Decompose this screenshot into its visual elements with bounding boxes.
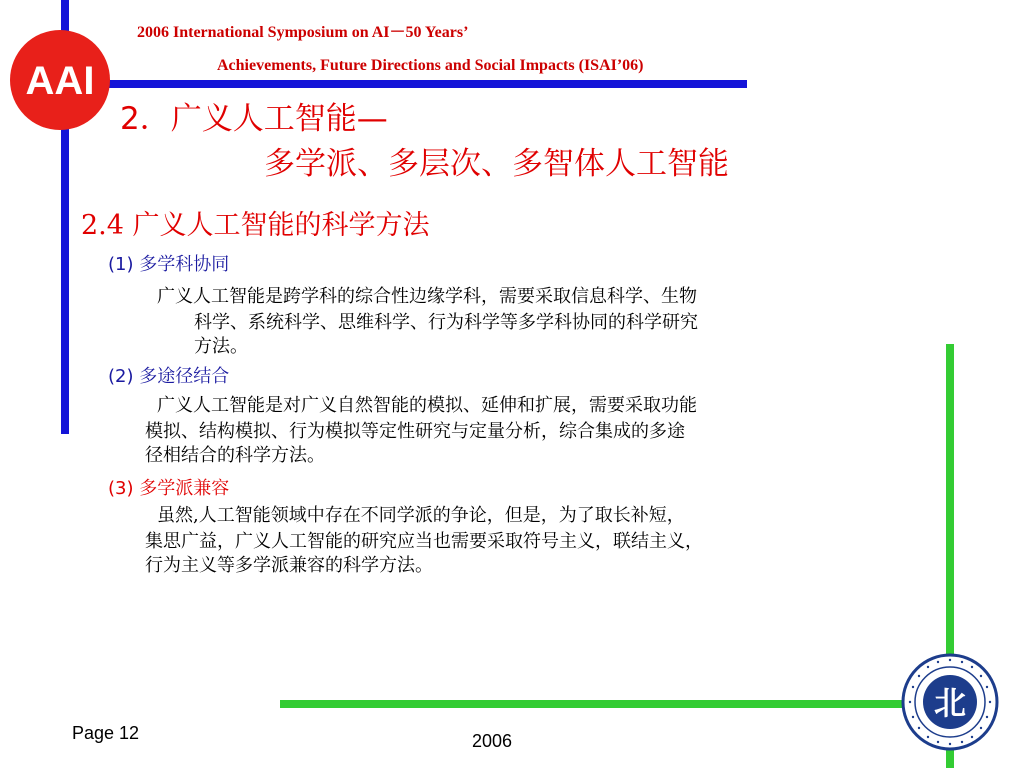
- item-3-line-1: 虽然,人工智能领域中存在不同学派的争论，但是，为了取长补短，: [157, 505, 685, 526]
- item-label-1: (1) 多学科协同: [108, 254, 230, 275]
- logo-text: AAI: [25, 59, 95, 103]
- blue-horizontal-bar: [61, 80, 747, 88]
- section-heading: 2.4 广义人工智能的科学方法: [81, 210, 430, 241]
- item-label-3: (3) 多学派兼容: [108, 478, 230, 499]
- footer-year: 2006: [472, 731, 513, 751]
- slide-title-line1: 2．广义人工智能—: [120, 101, 388, 137]
- green-horizontal-bar: [280, 700, 910, 708]
- item-2-line-2: 模拟、结构模拟、行为模拟等定性研究与定量分析，综合集成的多途: [145, 421, 685, 442]
- item-3-line-2: 集思广益，广义人工智能的研究应当也需要采取符号主义，联结主义，: [145, 531, 703, 552]
- item-label-2: (2) 多途径结合: [108, 366, 230, 387]
- item-1-line-1: 广义人工智能是跨学科的综合性边缘学科，需要采取信息科学、生物: [157, 286, 697, 307]
- conference-title-line2: Achievements, Future Directions and Social Impacts (ISAI’06): [217, 57, 644, 74]
- aai-logo: [8, 28, 112, 132]
- item-3-line-3: 行为主义等多学派兼容的科学方法。: [145, 555, 433, 576]
- conference-title-line1: 2006 International Symposium on AI－50 Years’: [137, 24, 469, 41]
- item-1-line-2: 科学、系统科学、思维科学、行为科学等多学科协同的科学研究: [194, 312, 698, 333]
- item-2-line-1: 广义人工智能是对广义自然智能的模拟、延伸和扩展，需要采取功能: [157, 395, 697, 416]
- seal-glyph: 北: [933, 684, 967, 722]
- item-2-line-3: 径相结合的科学方法。: [145, 445, 325, 466]
- page-number: Page 12: [72, 723, 140, 743]
- slide-title-line2: 多学派、多层次、多智体人工智能: [264, 146, 729, 182]
- university-seal: [900, 652, 1000, 752]
- item-1-line-3: 方法。: [194, 336, 248, 357]
